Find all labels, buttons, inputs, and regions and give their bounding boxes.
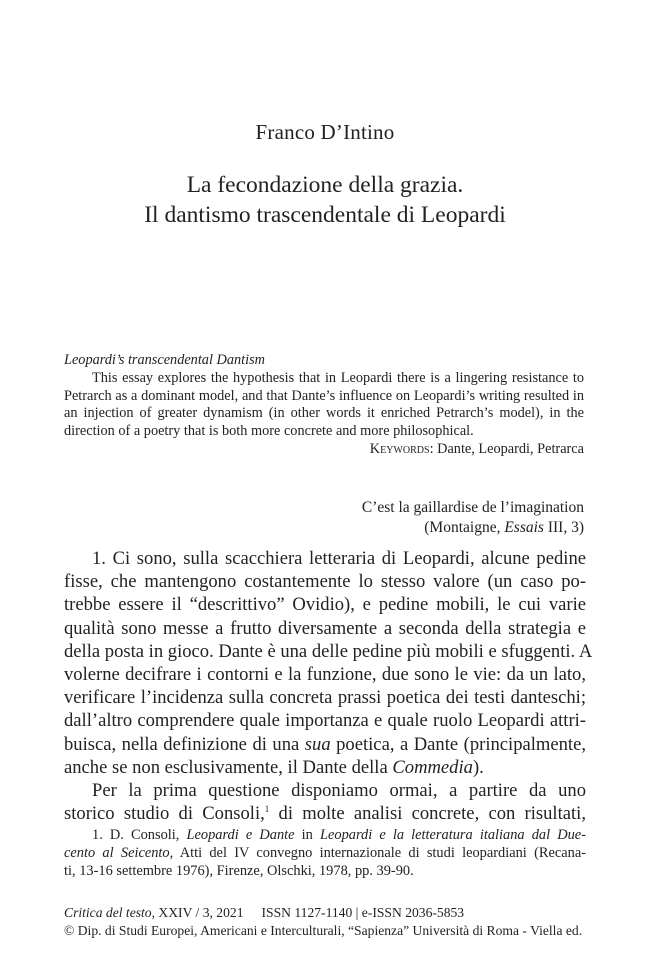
body-text: [64, 547, 593, 825]
abstract-body: [64, 370, 584, 441]
epigraph-quote: C’est la gaillardise de l’imagination: [361, 499, 584, 516]
body-line: della posta in gioco. Dante è una delle pedine più mobili e sfuggenti. A: [64, 640, 593, 662]
title-line-2: Il dantismo trascendentale di Leopardi: [144, 202, 506, 228]
body-line-italic: sua: [304, 733, 331, 755]
footnote-line: ti, 13-16 settembre 1976), Firenze, Olschki, 1978, pp. 39-90.: [64, 863, 414, 879]
keywords: [64, 441, 584, 459]
body-line-part: poetica, a Dante (principalmente,: [330, 733, 586, 755]
body-line-part: ).: [472, 756, 484, 778]
abstract-text: This essay explores the hypothesis that in Leopardi there is a lingering resistance to Petrarch as a dominant model, and that Dante’s influence on Leopardi’s writing resulted in an injection of greater dynamism (in other words it enriched Petrarch’s model), in the direction of a poetry that is both more concrete and more philosophical.: [64, 369, 584, 440]
footnote-italic: cento al Seicento: [64, 845, 170, 861]
body-line: fisse, che mantengono costantemente lo stesso valore (un caso po-: [64, 571, 586, 593]
article-title: [0, 170, 650, 230]
body-line: 1. Ci sono, sulla scacchiera letteraria di Leopardi, alcune pedine: [92, 548, 586, 569]
footnote: [64, 826, 586, 880]
body-line: Per la prima questione disponiamo ormai, a partire da uno: [92, 780, 586, 802]
footnote-part: 1. D. Consoli,: [92, 827, 187, 843]
footnote-ref[interactable]: 1: [264, 804, 270, 815]
footnote-italic: Leopardi e Dante: [186, 827, 295, 843]
journal-issn: ISSN 1127-1140 | e-ISSN 2036-5853: [261, 905, 465, 920]
epigraph-source-work: Essais: [504, 519, 544, 536]
footer-line-1: [64, 904, 594, 922]
epigraph: [64, 498, 584, 538]
keywords-label: Keywords:: [369, 440, 434, 457]
footnote-part: in: [294, 827, 320, 843]
body-line: [64, 733, 586, 756]
title-line-1: La fecondazione della grazia.: [186, 172, 464, 198]
keywords-list: Dante, Leopardi, Petrarca: [437, 440, 584, 457]
footnote-italic: Leopardi e la letteratura italiana dal Due-: [319, 827, 586, 843]
footer-copyright: © Dip. di Studi Europei, Americani e Interculturali, “Sapienza” Università di Roma - Viella ed.: [64, 922, 583, 938]
journal-issue: , XXIV / 3, 2021: [151, 905, 244, 920]
footnote-line: [64, 844, 586, 862]
epigraph-source-open: (Montaigne,: [424, 519, 505, 536]
epigraph-source: [64, 518, 584, 538]
body-line-part: di molte analisi concrete, con risultati,: [269, 803, 587, 825]
body-line: verificare l’incidenza sulla concreta prassi poetica dei testi danteschi;: [64, 687, 586, 709]
abstract-title: Leopardi’s transcendental Dantism: [64, 352, 265, 368]
author-name: Franco D’Intino: [255, 120, 395, 144]
body-line-part: storico studio di Consoli,: [64, 803, 265, 825]
body-line-part: anche se non esclusivamente, il Dante della: [64, 756, 393, 778]
body-line: [64, 802, 586, 825]
abstract: [64, 352, 584, 459]
body-line: qualità sono messe a frutto diversamente a seconda della strategia e: [64, 617, 586, 639]
journal-name: Critica del testo: [64, 905, 152, 920]
page-footer: [64, 904, 594, 939]
footnote-part: , Atti del IV convegno internazionale di studi leopardiani (Recana-: [169, 845, 586, 861]
footnote-line: [64, 826, 586, 844]
body-line: [64, 756, 586, 779]
body-line: trebbe essere il “descrittivo” Ovidio), e pedine mobili, le cui varie: [64, 594, 586, 616]
body-line-italic: Commedia: [392, 756, 473, 778]
epigraph-source-close: III, 3): [543, 519, 584, 536]
body-line: volerne decifrare i contorni e la funzione, due sono le vie: da un lato,: [64, 664, 586, 686]
body-line: dall’altro comprendere quale importanza e quale ruolo Leopardi attri-: [64, 710, 586, 732]
body-line-part: buisca, nella definizione di una: [64, 733, 305, 755]
